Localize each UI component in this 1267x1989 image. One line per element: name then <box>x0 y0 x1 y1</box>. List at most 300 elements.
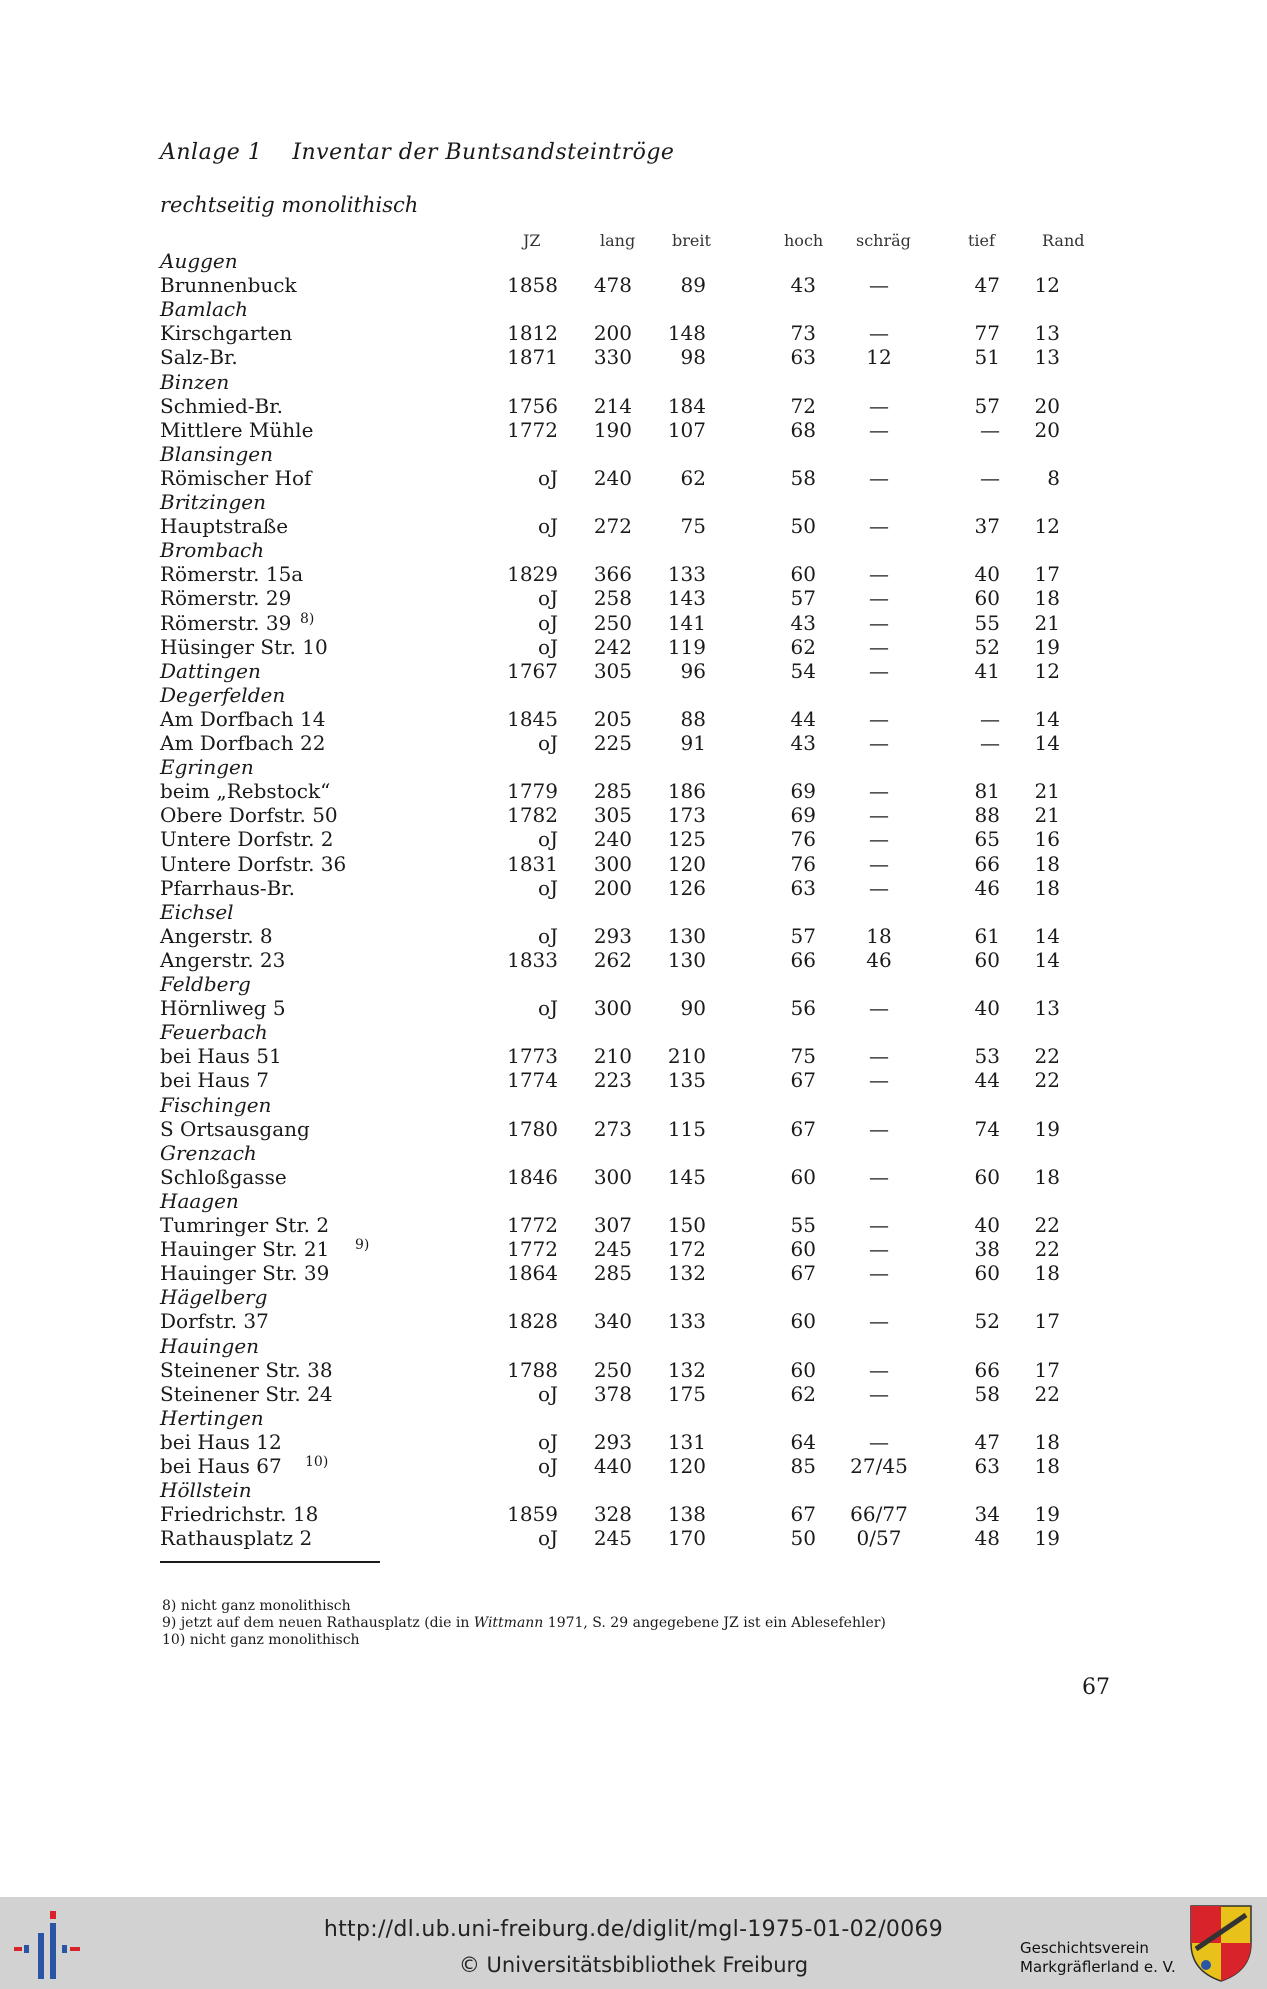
location-name: Am Dorfbach 22 <box>160 731 326 755</box>
cell-rand: 22 <box>1034 1237 1060 1262</box>
cell-schraeg: — <box>869 779 889 804</box>
place-group-heading <box>0 370 1267 394</box>
cell-schraeg: — <box>869 803 889 828</box>
place-name: Dattingen <box>160 658 261 683</box>
place-name: Blansingen <box>160 441 273 466</box>
place-group-heading <box>0 297 1267 321</box>
table-row <box>0 418 1267 442</box>
table-row <box>0 1382 1267 1406</box>
place-name: Auggen <box>160 249 238 273</box>
cell-tief: 44 <box>974 1068 1000 1093</box>
cell-hoch: 69 <box>790 779 816 804</box>
cell-schraeg: — <box>869 706 889 731</box>
cell-jz: 1782 <box>507 803 558 828</box>
cell-breit: 186 <box>667 779 706 804</box>
page-number: 67 <box>1082 1675 1110 1700</box>
cell-schraeg: — <box>869 465 889 490</box>
cell-jz: oJ <box>537 827 558 852</box>
cell-lang: 250 <box>593 610 632 635</box>
table-row <box>0 1502 1267 1526</box>
cell-jz: 1772 <box>507 1213 558 1237</box>
location-name: Am Dorfbach 14 <box>160 706 326 731</box>
place-group-heading <box>0 1093 1267 1117</box>
cell-jz: oJ <box>537 586 558 611</box>
cell-breit: 88 <box>680 706 706 731</box>
cell-breit: 130 <box>667 923 706 948</box>
column-header-rand: Rand <box>1042 231 1085 250</box>
cell-rand: 21 <box>1034 610 1060 635</box>
footnote-9 <box>162 1615 886 1632</box>
cell-jz: 1858 <box>507 273 558 298</box>
cell-hoch: 50 <box>790 514 816 539</box>
cell-rand: 17 <box>1034 562 1060 587</box>
table-row <box>0 1044 1267 1068</box>
cell-lang: 240 <box>593 465 632 490</box>
table-row <box>0 1213 1267 1237</box>
cell-lang: 200 <box>593 875 632 900</box>
cell-jz: oJ <box>537 514 558 539</box>
cell-jz: oJ <box>537 1454 558 1478</box>
table-row <box>0 466 1267 490</box>
cell-rand: 14 <box>1034 923 1060 948</box>
cell-lang: 200 <box>593 321 632 346</box>
cell-breit: 133 <box>667 1309 706 1334</box>
place-name: Brombach <box>160 538 265 563</box>
table-row <box>0 562 1267 586</box>
cell-jz: 1812 <box>507 321 558 346</box>
cell-jz: 1859 <box>507 1502 558 1527</box>
section-subheading: rechtseitig monolithisch <box>160 193 419 217</box>
footnotes <box>162 1598 886 1649</box>
cell-lang: 190 <box>593 417 632 442</box>
cell-lang: 330 <box>593 345 632 370</box>
cell-jz: 1828 <box>507 1309 558 1334</box>
cell-rand: 18 <box>1034 1164 1060 1189</box>
table-row <box>0 635 1267 659</box>
cell-tief: 66 <box>974 851 1000 876</box>
cell-breit: 132 <box>667 1357 706 1382</box>
location-name: Angerstr. 23 <box>160 947 286 972</box>
cell-rand: 17 <box>1034 1357 1060 1382</box>
table-row <box>0 1068 1267 1092</box>
table-row <box>0 1454 1267 1478</box>
cell-tief: 61 <box>974 923 1000 948</box>
cell-breit: 138 <box>667 1502 706 1527</box>
cell-schraeg: 12 <box>866 345 892 370</box>
cell-breit: 120 <box>667 1454 706 1478</box>
cell-rand: 22 <box>1034 1213 1060 1237</box>
place-group-heading <box>0 1334 1267 1358</box>
cell-breit: 89 <box>680 273 706 298</box>
cell-jz: 1779 <box>507 779 558 804</box>
cell-hoch: 62 <box>790 634 816 659</box>
cell-tief: 41 <box>974 658 1000 683</box>
cell-jz: oJ <box>537 875 558 900</box>
location-name: Untere Dorfstr. 2 <box>160 827 334 852</box>
cell-jz: 1780 <box>507 1116 558 1141</box>
cell-jz: oJ <box>537 923 558 948</box>
cell-lang: 214 <box>593 393 632 418</box>
cell-lang: 250 <box>593 1357 632 1382</box>
cell-hoch: 85 <box>790 1454 816 1478</box>
cell-schraeg: — <box>869 1164 889 1189</box>
location-name: bei Haus 67 <box>160 1454 282 1478</box>
cell-rand: 21 <box>1034 779 1060 804</box>
cell-jz: oJ <box>537 1429 558 1454</box>
cell-breit: 119 <box>667 634 706 659</box>
place-name: Degerfelden <box>160 682 286 707</box>
cell-lang: 478 <box>593 273 632 298</box>
cell-lang: 245 <box>593 1237 632 1262</box>
place-name: Hauingen <box>160 1333 260 1358</box>
cell-jz: 1788 <box>507 1357 558 1382</box>
cell-schraeg: — <box>869 851 889 876</box>
place-group-heading <box>0 249 1267 273</box>
page-heading <box>160 140 674 165</box>
table-row <box>0 611 1267 635</box>
location-name: Obere Dorfstr. 50 <box>160 803 338 828</box>
cell-tief: 46 <box>974 875 1000 900</box>
place-name: Bamlach <box>160 297 248 322</box>
cell-hoch: 76 <box>790 851 816 876</box>
cell-lang: 258 <box>593 586 632 611</box>
cell-jz: oJ <box>537 610 558 635</box>
location-name: Hüsinger Str. 10 <box>160 634 328 659</box>
cell-breit: 115 <box>667 1116 706 1141</box>
cell-jz: oJ <box>537 634 558 659</box>
cell-hoch: 63 <box>790 345 816 370</box>
place-name: Hägelberg <box>160 1285 268 1310</box>
cell-schraeg: — <box>869 586 889 611</box>
cell-tief: 57 <box>974 393 1000 418</box>
cell-schraeg: — <box>869 514 889 539</box>
location-name: bei Haus 12 <box>160 1429 282 1454</box>
table-row <box>0 827 1267 851</box>
cell-rand: 18 <box>1034 1429 1060 1454</box>
cell-lang: 293 <box>593 1429 632 1454</box>
cell-lang: 225 <box>593 731 632 755</box>
footnote-ref: 8) <box>300 610 315 627</box>
cell-rand: 13 <box>1034 321 1060 346</box>
cell-rand: 21 <box>1034 803 1060 828</box>
table-row <box>0 852 1267 876</box>
place-name: Feldberg <box>160 972 251 996</box>
cell-tief: 48 <box>974 1526 1000 1551</box>
cell-lang: 205 <box>593 706 632 731</box>
cell-tief: 40 <box>974 562 1000 587</box>
cell-jz: 1833 <box>507 947 558 972</box>
table-row <box>0 1117 1267 1141</box>
place-group-heading <box>0 1406 1267 1430</box>
cell-rand: 8 <box>1047 465 1060 490</box>
cell-breit: 172 <box>667 1237 706 1262</box>
cell-hoch: 60 <box>790 1357 816 1382</box>
cell-hoch: 43 <box>790 273 816 298</box>
location-name: Kirschgarten <box>160 321 293 346</box>
footnote-9-rest: 1971, S. 29 angegebene JZ ist ein Ablesefehler) <box>547 1615 886 1631</box>
cell-schraeg: — <box>869 658 889 683</box>
location-name: Römerstr. 29 <box>160 586 292 611</box>
cell-breit: 145 <box>667 1164 706 1189</box>
table-row <box>0 1237 1267 1261</box>
place-name: Fischingen <box>160 1092 272 1117</box>
cell-schraeg: — <box>869 273 889 298</box>
table-row <box>0 1358 1267 1382</box>
cell-rand: 19 <box>1034 1526 1060 1551</box>
cell-schraeg: 0/57 <box>856 1526 902 1551</box>
location-name: Römerstr. 15a <box>160 562 304 587</box>
cell-hoch: 76 <box>790 827 816 852</box>
cell-rand: 18 <box>1034 1454 1060 1478</box>
cell-jz: oJ <box>537 465 558 490</box>
location-name: Hauinger Str. 39 <box>160 1261 330 1286</box>
location-name: S Ortsausgang <box>160 1116 310 1141</box>
footnote-ref: 9) <box>355 1237 370 1254</box>
place-group-heading <box>0 442 1267 466</box>
cell-tief: — <box>980 731 1000 755</box>
place-name: Egringen <box>160 755 254 780</box>
cell-jz: 1845 <box>507 706 558 731</box>
cell-hoch: 63 <box>790 875 816 900</box>
cell-lang: 223 <box>593 1068 632 1093</box>
place-group-heading <box>0 1020 1267 1044</box>
table-row <box>0 996 1267 1020</box>
cell-lang: 285 <box>593 779 632 804</box>
cell-rand: 16 <box>1034 827 1060 852</box>
cell-schraeg: — <box>869 1116 889 1141</box>
cell-tief: 47 <box>974 273 1000 298</box>
cell-hoch: 44 <box>790 706 816 731</box>
cell-rand: 19 <box>1034 1502 1060 1527</box>
cell-hoch: 67 <box>790 1068 816 1093</box>
footnote-9-author: Wittmann <box>473 1615 544 1631</box>
place-group-heading <box>0 1478 1267 1502</box>
cell-breit: 91 <box>680 731 706 755</box>
cell-breit: 107 <box>667 417 706 442</box>
table-row <box>0 1165 1267 1189</box>
cell-tief: 60 <box>974 1164 1000 1189</box>
cell-schraeg: — <box>869 1237 889 1262</box>
annex-label: Anlage 1 <box>160 140 263 165</box>
cell-rand: 18 <box>1034 1261 1060 1286</box>
cell-tief: 60 <box>974 1261 1000 1286</box>
location-name: Angerstr. 8 <box>160 923 273 948</box>
table-row <box>0 321 1267 345</box>
table-row <box>0 779 1267 803</box>
cell-breit: 170 <box>667 1526 706 1551</box>
cell-rand: 18 <box>1034 851 1060 876</box>
place-group-heading <box>0 683 1267 707</box>
cell-tief: 51 <box>974 345 1000 370</box>
cell-jz: 1772 <box>507 1237 558 1262</box>
cell-schraeg: — <box>869 1068 889 1093</box>
cell-hoch: 57 <box>790 586 816 611</box>
column-header-jz: JZ <box>523 231 541 250</box>
cell-hoch: 67 <box>790 1261 816 1286</box>
cell-hoch: 56 <box>790 996 816 1021</box>
cell-tief: 47 <box>974 1429 1000 1454</box>
cell-hoch: 60 <box>790 562 816 587</box>
footnote-10: 10) nicht ganz monolithisch <box>162 1632 360 1648</box>
place-name: Britzingen <box>160 490 267 514</box>
column-header-tief: tief <box>968 231 995 250</box>
cell-breit: 184 <box>667 393 706 418</box>
place-group-heading <box>0 1189 1267 1213</box>
table-row <box>0 1261 1267 1285</box>
cell-schraeg: — <box>869 1429 889 1454</box>
cell-hoch: 67 <box>790 1116 816 1141</box>
place-name: Binzen <box>160 369 230 394</box>
place-group-heading <box>0 490 1267 514</box>
cell-hoch: 60 <box>790 1237 816 1262</box>
location-name: Friedrichstr. 18 <box>160 1502 319 1527</box>
cell-lang: 242 <box>593 634 632 659</box>
cell-breit: 98 <box>680 345 706 370</box>
society-name-line1: Geschichtsverein <box>1020 1939 1149 1957</box>
cell-schraeg: 66/77 <box>850 1502 908 1527</box>
cell-lang: 240 <box>593 827 632 852</box>
cell-breit: 135 <box>667 1068 706 1093</box>
cell-rand: 19 <box>1034 1116 1060 1141</box>
cell-hoch: 55 <box>790 1213 816 1237</box>
cell-tief: 65 <box>974 827 1000 852</box>
place-group-heading <box>0 538 1267 562</box>
cell-jz: 1871 <box>507 345 558 370</box>
place-group-heading <box>0 659 1267 683</box>
place-name: Eichsel <box>160 899 234 924</box>
cell-schraeg: 18 <box>866 923 892 948</box>
location-name: Brunnenbuck <box>160 273 297 298</box>
location-name: Schmied-Br. <box>160 393 283 418</box>
cell-jz: 1774 <box>507 1068 558 1093</box>
cell-rand: 18 <box>1034 586 1060 611</box>
place-name: Grenzach <box>160 1140 257 1165</box>
cell-breit: 120 <box>667 851 706 876</box>
cell-jz: 1846 <box>507 1164 558 1189</box>
cell-lang: 328 <box>593 1502 632 1527</box>
place-name: Hertingen <box>160 1405 264 1430</box>
location-name: Steinener Str. 24 <box>160 1381 333 1406</box>
location-name: bei Haus 7 <box>160 1068 269 1093</box>
cell-lang: 285 <box>593 1261 632 1286</box>
location-name: Römerstr. 39 <box>160 610 292 635</box>
cell-breit: 125 <box>667 827 706 852</box>
column-header-schraeg: schräg <box>856 231 911 250</box>
location-name: Untere Dorfstr. 36 <box>160 851 347 876</box>
cell-schraeg: — <box>869 393 889 418</box>
cell-breit: 132 <box>667 1261 706 1286</box>
cell-schraeg: — <box>869 731 889 755</box>
footnote-8: 8) nicht ganz monolithisch <box>162 1598 351 1614</box>
cell-hoch: 64 <box>790 1429 816 1454</box>
table-row <box>0 876 1267 900</box>
cell-schraeg: — <box>869 1357 889 1382</box>
cell-jz: 1831 <box>507 851 558 876</box>
cell-tief: 34 <box>974 1502 1000 1527</box>
cell-schraeg: — <box>869 875 889 900</box>
footnote-ref: 10) <box>305 1454 329 1470</box>
location-name: bei Haus 51 <box>160 1044 282 1069</box>
cell-tief: 60 <box>974 947 1000 972</box>
table-row <box>0 1309 1267 1333</box>
cell-jz: 1772 <box>507 417 558 442</box>
cell-lang: 305 <box>593 803 632 828</box>
cell-rand: 17 <box>1034 1309 1060 1334</box>
cell-tief: 58 <box>974 1381 1000 1406</box>
location-name: Hauinger Str. 21 <box>160 1237 330 1262</box>
cell-schraeg: — <box>869 827 889 852</box>
place-group-heading <box>0 1141 1267 1165</box>
cell-rand: 12 <box>1034 514 1060 539</box>
cell-breit: 130 <box>667 947 706 972</box>
location-name: Steinener Str. 38 <box>160 1357 333 1382</box>
cell-lang: 300 <box>593 851 632 876</box>
cell-lang: 272 <box>593 514 632 539</box>
column-header-lang: lang <box>600 231 636 250</box>
cell-hoch: 67 <box>790 1502 816 1527</box>
cell-tief: 52 <box>974 634 1000 659</box>
document-url[interactable]: http://dl.ub.uni-freiburg.de/diglit/mgl-1975-01-02/0069 <box>323 1917 944 1942</box>
table-row <box>0 394 1267 418</box>
cell-breit: 90 <box>680 996 706 1021</box>
cell-lang: 300 <box>593 1164 632 1189</box>
cell-hoch: 73 <box>790 321 816 346</box>
table-row <box>0 707 1267 731</box>
cell-rand: 14 <box>1034 947 1060 972</box>
society-name <box>1020 1939 1176 1977</box>
cell-rand: 14 <box>1034 731 1060 755</box>
cell-rand: 22 <box>1034 1068 1060 1093</box>
cell-lang: 262 <box>593 947 632 972</box>
cell-breit: 210 <box>667 1044 706 1069</box>
location-name: Rathausplatz 2 <box>160 1526 313 1551</box>
cell-tief: — <box>980 465 1000 490</box>
location-name: Pfarrhaus-Br. <box>160 875 296 900</box>
cell-tief: 55 <box>974 610 1000 635</box>
cell-hoch: 75 <box>790 1044 816 1069</box>
cell-rand: 20 <box>1034 393 1060 418</box>
cell-lang: 273 <box>593 1116 632 1141</box>
cell-hoch: 43 <box>790 610 816 635</box>
column-header-breit: breit <box>672 231 711 250</box>
cell-rand: 19 <box>1034 634 1060 659</box>
cell-breit: 173 <box>667 803 706 828</box>
location-name: Tumringer Str. 2 <box>160 1213 330 1237</box>
place-group-heading <box>0 900 1267 924</box>
cell-schraeg: — <box>869 1044 889 1069</box>
table-row <box>0 803 1267 827</box>
cell-schraeg: 46 <box>866 947 892 972</box>
footnote-9-text: 9) jetzt auf dem neuen Rathausplatz (die in <box>162 1615 470 1631</box>
cell-tief: 74 <box>974 1116 1000 1141</box>
cell-lang: 305 <box>593 658 632 683</box>
cell-tief: 77 <box>974 321 1000 346</box>
cell-breit: 143 <box>667 586 706 611</box>
cell-schraeg: 27/45 <box>850 1454 908 1478</box>
cell-hoch: 57 <box>790 923 816 948</box>
cell-lang: 340 <box>593 1309 632 1334</box>
location-name: Römischer Hof <box>160 465 312 490</box>
cell-tief: 38 <box>974 1237 1000 1262</box>
cell-breit: 175 <box>667 1381 706 1406</box>
society-name-line2: Markgräflerland e. V. <box>1020 1958 1176 1976</box>
cell-lang: 210 <box>593 1044 632 1069</box>
cell-tief: 40 <box>974 996 1000 1021</box>
cell-rand: 20 <box>1034 417 1060 442</box>
cell-hoch: 50 <box>790 1526 816 1551</box>
cell-hoch: 68 <box>790 417 816 442</box>
table-row <box>0 345 1267 369</box>
